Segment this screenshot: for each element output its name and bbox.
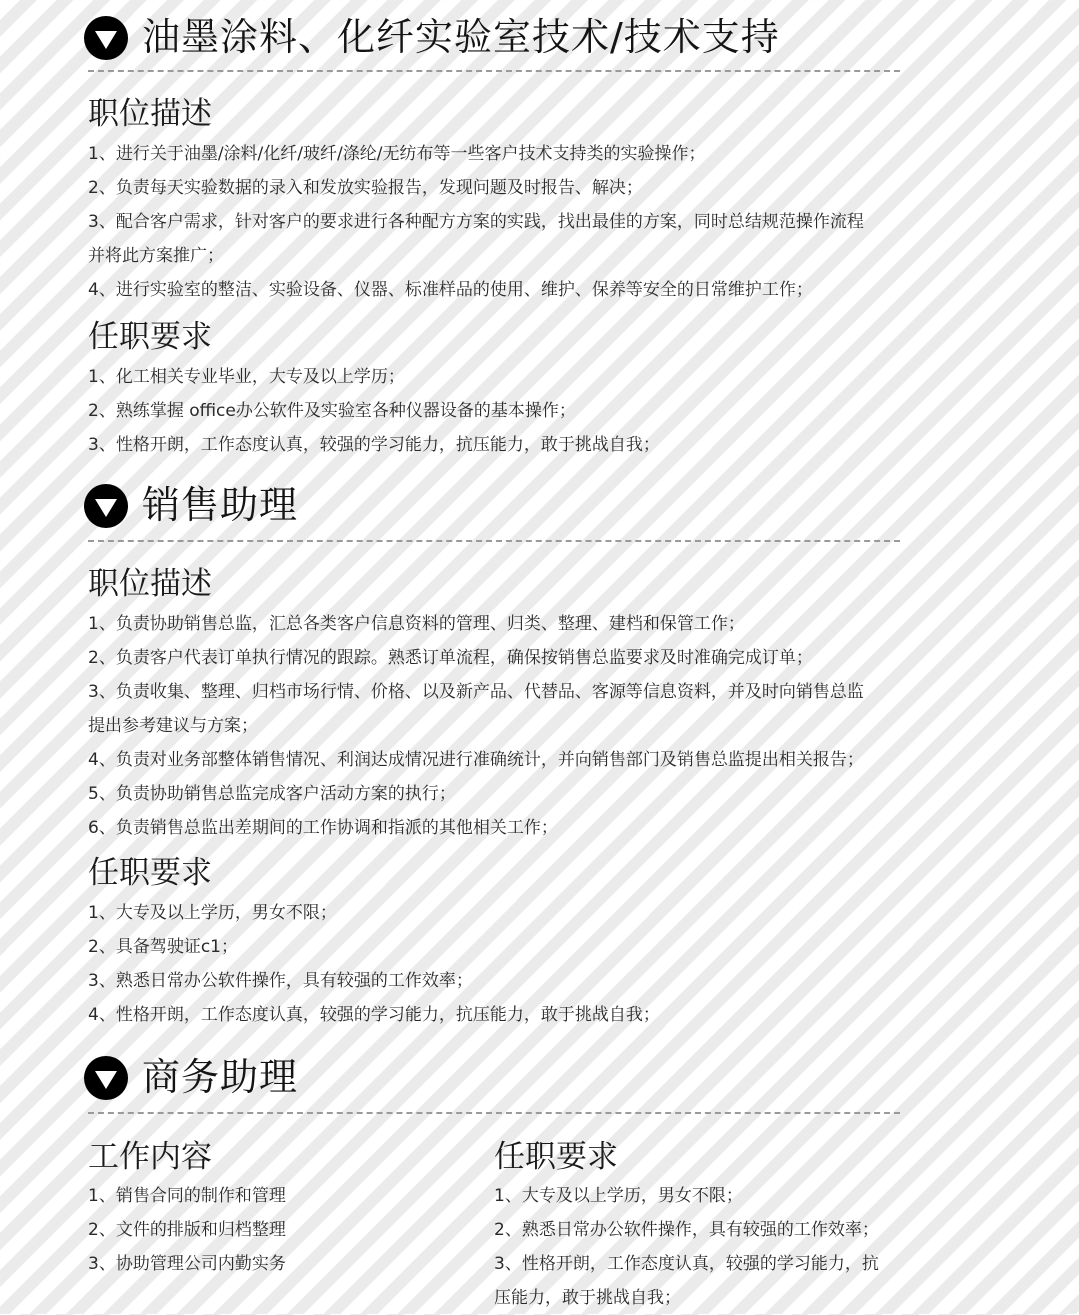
section-header-sales-assistant: [84, 480, 900, 530]
requirements-list: [88, 360, 988, 462]
section-title: 商务助理: [142, 1055, 299, 1099]
list-item: 提出参考建议与方案；: [88, 716, 258, 736]
list-item: 压能力，敢于挑战自我；: [494, 1288, 681, 1308]
job-description-heading: 职位描述: [88, 566, 212, 602]
work-content-heading: 工作内容: [88, 1139, 212, 1175]
list-item: 4、负责对业务部整体销售情况、利润达成情况进行准确统计，并向销售部门及销售总监提出相关报告；: [88, 750, 864, 770]
list-item: 2、负责客户代表订单执行情况的跟踪。熟悉订单流程，确保按销售总监要求及时准确完成订单；: [88, 648, 813, 668]
list-item: 3、熟悉日常办公软件操作，具有较强的工作效率；: [88, 971, 473, 991]
list-item: 2、负责每天实验数据的录入和发放实验报告，发现问题及时报告、解决；: [88, 178, 643, 198]
list-item: 5、负责协助销售总监完成客户活动方案的执行；: [88, 784, 456, 804]
dashed-divider: [88, 1112, 900, 1114]
requirements-heading: 任职要求: [88, 855, 212, 891]
list-item: 3、配合客户需求，针对客户的要求进行各种配方方案的实践，找出最佳的方案，同时总结规范操作流程: [88, 212, 864, 232]
list-item: 1、化工相关专业毕业，大专及以上学历；: [88, 367, 405, 387]
list-item: 3、负责收集、整理、归档市场行情、价格、以及新产品、代替品、客源等信息资料，并及时向销售总监: [88, 682, 864, 702]
list-item: 1、负责协助销售总监，汇总各类客户信息资料的管理、归类、整理、建档和保管工作；: [88, 614, 745, 634]
job-description-list: [88, 137, 988, 307]
requirements-heading: 任职要求: [88, 319, 212, 355]
requirements-list: [88, 896, 988, 1032]
list-item: 4、进行实验室的整洁、实验设备、仪器、标准样品的使用、维护、保养等安全的日常维护工作；: [88, 280, 813, 300]
list-item: 2、文件的排版和归档整理: [88, 1220, 286, 1240]
requirements-list: [494, 1179, 974, 1315]
triangle-down-icon: [84, 1056, 128, 1100]
list-item: 3、性格开朗，工作态度认真，较强的学习能力，抗压能力，敢于挑战自我；: [88, 435, 660, 455]
list-item: 6、负责销售总监出差期间的工作协调和指派的其他相关工作；: [88, 818, 558, 838]
triangle-down-icon: [84, 16, 128, 60]
list-item: 2、具备驾驶证c1；: [88, 937, 238, 957]
section-title: 油墨涂料、化纤实验室技术/技术支持: [142, 15, 780, 59]
section-header-lab-tech: [84, 12, 900, 62]
list-item: 2、熟练掌握 office办公软件及实验室各种仪器设备的基本操作；: [88, 401, 576, 421]
section-title: 销售助理: [142, 483, 299, 527]
list-item: 2、熟悉日常办公软件操作，具有较强的工作效率；: [494, 1220, 879, 1240]
job-description-list: [88, 607, 988, 845]
list-item: 1、销售合同的制作和管理: [88, 1186, 286, 1206]
list-item: 1、大专及以上学历，男女不限；: [88, 903, 337, 923]
list-item: 4、性格开朗，工作态度认真，较强的学习能力，抗压能力，敢于挑战自我；: [88, 1005, 660, 1025]
list-item: 1、大专及以上学历，男女不限；: [494, 1186, 743, 1206]
list-item: 3、性格开朗，工作态度认真，较强的学习能力，抗: [494, 1254, 879, 1274]
dashed-divider: [88, 70, 900, 72]
section-header-business-assistant: [84, 1052, 900, 1102]
list-item: 1、进行关于油墨/涂料/化纤/玻纤/涤纶/无纺布等一些客户技术支持类的实验操作；: [88, 144, 706, 164]
job-description-heading: 职位描述: [88, 96, 212, 132]
work-content-list: [88, 1179, 468, 1281]
list-item: 3、协助管理公司内勤实务: [88, 1254, 286, 1274]
list-item: 并将此方案推广；: [88, 246, 224, 266]
triangle-down-icon: [84, 484, 128, 528]
requirements-heading: 任职要求: [494, 1139, 618, 1175]
dashed-divider: [88, 540, 900, 542]
